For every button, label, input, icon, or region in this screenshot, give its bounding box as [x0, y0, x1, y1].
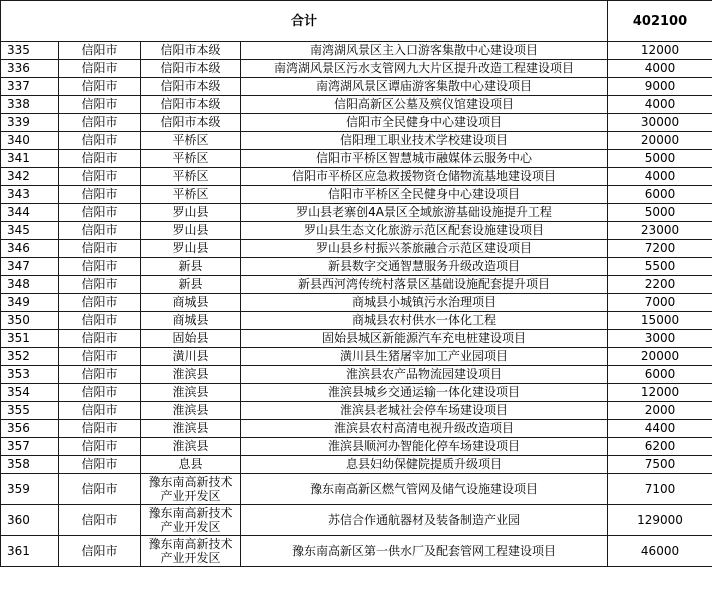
project-name-cell[interactable]: 息县妇幼保健院提质升级项目	[241, 456, 608, 474]
city-cell[interactable]: 信阳市	[59, 474, 141, 505]
row-number-cell[interactable]: 348	[1, 276, 59, 294]
city-cell[interactable]: 信阳市	[59, 402, 141, 420]
row-number-cell[interactable]: 340	[1, 132, 59, 150]
district-cell[interactable]: 淮滨县	[141, 384, 241, 402]
city-cell[interactable]: 信阳市	[59, 384, 141, 402]
table-row	[1, 60, 712, 78]
project-name-cell[interactable]: 罗山县老寨创4A景区全域旅游基础设施提升工程	[241, 204, 608, 222]
district-cell[interactable]: 信阳市本级	[141, 96, 241, 114]
project-name-cell[interactable]: 淮滨县老城社会停车场建设项目	[241, 402, 608, 420]
city-cell[interactable]: 信阳市	[59, 330, 141, 348]
row-number-cell[interactable]: 350	[1, 312, 59, 330]
project-name-cell[interactable]: 罗山县生态文化旅游示范区配套设施建设项目	[241, 222, 608, 240]
district-cell[interactable]: 豫东南高新技术产业开发区	[141, 536, 241, 567]
total-label-cell[interactable]: 合计	[1, 1, 608, 42]
row-number-cell[interactable]: 355	[1, 402, 59, 420]
city-cell[interactable]: 信阳市	[59, 132, 141, 150]
row-number-cell[interactable]: 356	[1, 420, 59, 438]
table-row	[1, 312, 712, 330]
district-cell[interactable]: 潢川县	[141, 348, 241, 366]
table-row	[1, 78, 712, 96]
amount-cell[interactable]: 20000	[608, 348, 712, 366]
district-cell[interactable]: 淮滨县	[141, 366, 241, 384]
city-cell[interactable]: 信阳市	[59, 276, 141, 294]
row-number-cell[interactable]: 343	[1, 186, 59, 204]
project-name-cell[interactable]: 新县数字交通智慧服务升级改造项目	[241, 258, 608, 276]
table-row	[1, 240, 712, 258]
table-row	[1, 204, 712, 222]
city-cell[interactable]: 信阳市	[59, 222, 141, 240]
amount-cell[interactable]: 129000	[608, 505, 712, 536]
project-name-cell[interactable]: 罗山县乡村振兴茶旅融合示范区建设项目	[241, 240, 608, 258]
row-number-cell[interactable]: 352	[1, 348, 59, 366]
amount-cell[interactable]: 6000	[608, 366, 712, 384]
amount-cell[interactable]: 23000	[608, 222, 712, 240]
amount-cell[interactable]: 7500	[608, 456, 712, 474]
district-cell[interactable]: 固始县	[141, 330, 241, 348]
district-cell[interactable]: 商城县	[141, 294, 241, 312]
row-number-cell[interactable]: 349	[1, 294, 59, 312]
amount-cell[interactable]: 4400	[608, 420, 712, 438]
district-cell[interactable]: 淮滨县	[141, 420, 241, 438]
city-cell[interactable]: 信阳市	[59, 150, 141, 168]
project-name-cell[interactable]: 信阳市平桥区智慧城市融媒体云服务中心	[241, 150, 608, 168]
project-name-cell[interactable]: 淮滨县农产品物流园建设项目	[241, 366, 608, 384]
row-number-cell[interactable]: 361	[1, 536, 59, 567]
table-row	[1, 402, 712, 420]
city-cell[interactable]: 信阳市	[59, 438, 141, 456]
project-name-cell[interactable]: 信阳市平桥区全民健身中心建设项目	[241, 186, 608, 204]
table-row	[1, 222, 712, 240]
district-cell[interactable]: 豫东南高新技术产业开发区	[141, 505, 241, 536]
amount-cell[interactable]: 6000	[608, 186, 712, 204]
district-cell[interactable]: 罗山县	[141, 204, 241, 222]
row-number-cell[interactable]: 359	[1, 474, 59, 505]
row-number-cell[interactable]: 357	[1, 438, 59, 456]
row-number-cell[interactable]: 354	[1, 384, 59, 402]
table-row	[1, 456, 712, 474]
row-number-cell[interactable]: 335	[1, 42, 59, 60]
row-number-cell[interactable]: 341	[1, 150, 59, 168]
table-row	[1, 474, 712, 505]
table-row	[1, 132, 712, 150]
project-name-cell[interactable]: 淮滨县农村高清电视升级改造项目	[241, 420, 608, 438]
table-row	[1, 114, 712, 132]
district-cell[interactable]: 信阳市本级	[141, 78, 241, 96]
project-name-cell[interactable]: 信阳市全民健身中心建设项目	[241, 114, 608, 132]
row-number-cell[interactable]: 339	[1, 114, 59, 132]
table-row	[1, 168, 712, 186]
city-cell[interactable]: 信阳市	[59, 294, 141, 312]
table-row	[1, 186, 712, 204]
amount-cell[interactable]: 20000	[608, 132, 712, 150]
row-number-cell[interactable]: 337	[1, 78, 59, 96]
amount-cell[interactable]: 46000	[608, 536, 712, 567]
row-number-cell[interactable]: 360	[1, 505, 59, 536]
table-row	[1, 258, 712, 276]
project-name-cell[interactable]: 豫东南高新区燃气管网及储气设施建设项目	[241, 474, 608, 505]
total-row	[1, 1, 712, 42]
project-name-cell[interactable]: 固始县城区新能源汽车充电桩建设项目	[241, 330, 608, 348]
district-cell[interactable]: 信阳市本级	[141, 60, 241, 78]
table-row	[1, 505, 712, 536]
project-name-cell[interactable]: 南湾湖风景区污水支管网九大片区提升改造工程建设项目	[241, 60, 608, 78]
table-row	[1, 42, 712, 60]
project-name-cell[interactable]: 商城县农村供水一体化工程	[241, 312, 608, 330]
city-cell[interactable]: 信阳市	[59, 42, 141, 60]
district-cell[interactable]: 罗山县	[141, 240, 241, 258]
city-cell[interactable]: 信阳市	[59, 96, 141, 114]
amount-cell[interactable]: 2200	[608, 276, 712, 294]
district-cell[interactable]: 息县	[141, 456, 241, 474]
row-number-cell[interactable]: 336	[1, 60, 59, 78]
project-name-cell[interactable]: 南湾湖风景区谭庙游客集散中心建设项目	[241, 78, 608, 96]
amount-cell[interactable]: 4000	[608, 96, 712, 114]
district-cell[interactable]: 豫东南高新技术产业开发区	[141, 474, 241, 505]
district-cell[interactable]: 新县	[141, 276, 241, 294]
district-cell[interactable]: 新县	[141, 258, 241, 276]
amount-cell[interactable]: 2000	[608, 402, 712, 420]
project-name-cell[interactable]: 商城县小城镇污水治理项目	[241, 294, 608, 312]
district-cell[interactable]: 淮滨县	[141, 402, 241, 420]
table-row	[1, 150, 712, 168]
amount-cell[interactable]: 6200	[608, 438, 712, 456]
project-name-cell[interactable]: 新县西河湾传统村落景区基础设施配套提升项目	[241, 276, 608, 294]
city-cell[interactable]: 信阳市	[59, 258, 141, 276]
amount-cell[interactable]: 3000	[608, 330, 712, 348]
project-name-cell[interactable]: 淮滨县顺河办智能化停车场建设项目	[241, 438, 608, 456]
project-name-cell[interactable]: 南湾湖风景区主入口游客集散中心建设项目	[241, 42, 608, 60]
table-row	[1, 438, 712, 456]
amount-cell[interactable]: 4000	[608, 60, 712, 78]
city-cell[interactable]: 信阳市	[59, 60, 141, 78]
table-row	[1, 366, 712, 384]
table-body	[1, 1, 712, 567]
project-name-cell[interactable]: 信阳市平桥区应急救援物资仓储物流基地建设项目	[241, 168, 608, 186]
district-cell[interactable]: 信阳市本级	[141, 42, 241, 60]
city-cell[interactable]: 信阳市	[59, 186, 141, 204]
total-value-cell[interactable]: 402100	[608, 1, 712, 42]
row-number-cell[interactable]: 338	[1, 96, 59, 114]
project-name-cell[interactable]: 潢川县生猪屠宰加工产业园项目	[241, 348, 608, 366]
table-row	[1, 384, 712, 402]
row-number-cell[interactable]: 358	[1, 456, 59, 474]
amount-cell[interactable]: 12000	[608, 42, 712, 60]
amount-cell[interactable]: 7100	[608, 474, 712, 505]
table-row	[1, 96, 712, 114]
amount-cell[interactable]: 9000	[608, 78, 712, 96]
city-cell[interactable]: 信阳市	[59, 456, 141, 474]
project-name-cell[interactable]: 信阳高新区公墓及殡仪馆建设项目	[241, 96, 608, 114]
district-cell[interactable]: 商城县	[141, 312, 241, 330]
district-cell[interactable]: 平桥区	[141, 150, 241, 168]
row-number-cell[interactable]: 353	[1, 366, 59, 384]
district-cell[interactable]: 平桥区	[141, 168, 241, 186]
city-cell[interactable]: 信阳市	[59, 240, 141, 258]
table-row	[1, 348, 712, 366]
amount-cell[interactable]: 30000	[608, 114, 712, 132]
amount-cell[interactable]: 5000	[608, 150, 712, 168]
amount-cell[interactable]: 7200	[608, 240, 712, 258]
project-name-cell[interactable]: 信阳理工职业技术学校建设项目	[241, 132, 608, 150]
amount-cell[interactable]: 5000	[608, 204, 712, 222]
city-cell[interactable]: 信阳市	[59, 78, 141, 96]
city-cell[interactable]: 信阳市	[59, 312, 141, 330]
amount-cell[interactable]: 5500	[608, 258, 712, 276]
row-number-cell[interactable]: 346	[1, 240, 59, 258]
amount-cell[interactable]: 4000	[608, 168, 712, 186]
city-cell[interactable]: 信阳市	[59, 366, 141, 384]
amount-cell[interactable]: 7000	[608, 294, 712, 312]
district-cell[interactable]: 淮滨县	[141, 438, 241, 456]
district-cell[interactable]: 信阳市本级	[141, 114, 241, 132]
row-number-cell[interactable]: 344	[1, 204, 59, 222]
city-cell[interactable]: 信阳市	[59, 348, 141, 366]
table-row	[1, 330, 712, 348]
table-row	[1, 276, 712, 294]
table-row	[1, 536, 712, 567]
district-cell[interactable]: 平桥区	[141, 132, 241, 150]
district-cell[interactable]: 罗山县	[141, 222, 241, 240]
city-cell[interactable]: 信阳市	[59, 114, 141, 132]
project-name-cell[interactable]: 豫东南高新区第一供水厂及配套管网工程建设项目	[241, 536, 608, 567]
amount-cell[interactable]: 12000	[608, 384, 712, 402]
row-number-cell[interactable]: 345	[1, 222, 59, 240]
city-cell[interactable]: 信阳市	[59, 420, 141, 438]
row-number-cell[interactable]: 351	[1, 330, 59, 348]
city-cell[interactable]: 信阳市	[59, 168, 141, 186]
city-cell[interactable]: 信阳市	[59, 204, 141, 222]
row-number-cell[interactable]: 347	[1, 258, 59, 276]
row-number-cell[interactable]: 342	[1, 168, 59, 186]
table-row	[1, 420, 712, 438]
table-row	[1, 294, 712, 312]
city-cell[interactable]: 信阳市	[59, 536, 141, 567]
project-name-cell[interactable]: 淮滨县城乡交通运输一体化建设项目	[241, 384, 608, 402]
district-cell[interactable]: 平桥区	[141, 186, 241, 204]
amount-cell[interactable]: 15000	[608, 312, 712, 330]
city-cell[interactable]: 信阳市	[59, 505, 141, 536]
project-name-cell[interactable]: 苏信合作通航器材及装备制造产业园	[241, 505, 608, 536]
